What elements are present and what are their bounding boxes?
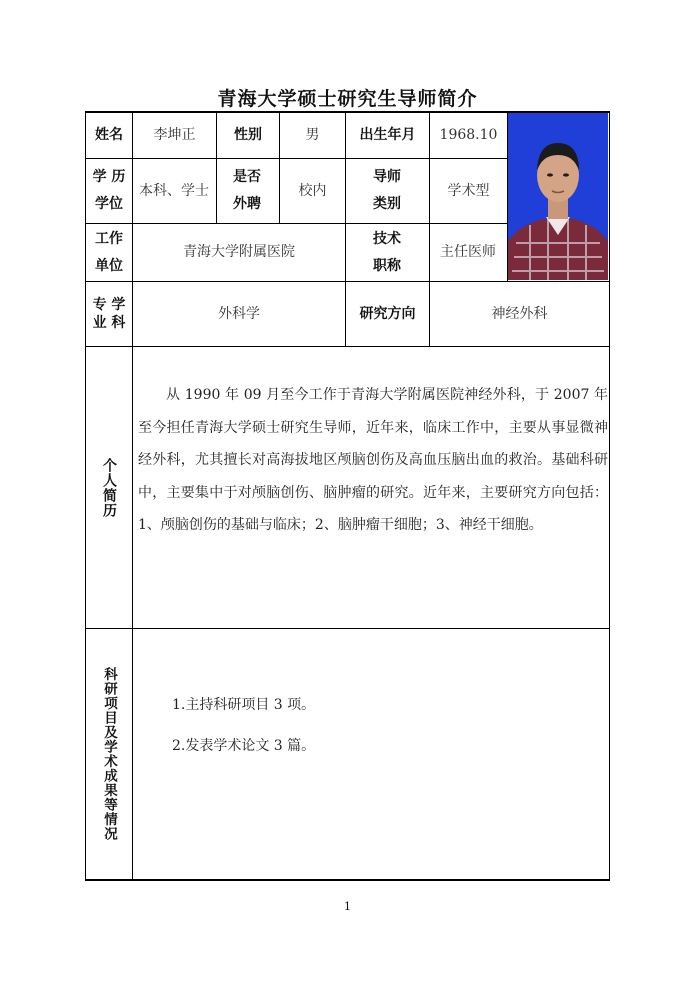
supervisor-type-value: 学术型	[447, 182, 490, 199]
external-label: 是否 外聘	[233, 169, 261, 212]
name-value: 李坤正	[153, 127, 196, 143]
discipline-value: 外科学	[218, 305, 260, 322]
external-value: 校内	[298, 182, 327, 199]
row-divider	[85, 628, 610, 629]
table-border-right	[609, 111, 610, 881]
bio-text: 从 1990 年 09 月至今工作于青海大学附属医院神经外科，于 2007 年至今担任青海大学硕士研究生导师，近年来，临床工作中，主要从事显微神经外科，尤其擅长对高海拔地区颅脑创伤及高血压脑出血的救治。基础科研中，主要集中于对颅脑创伤、脑肿瘤的研究。近年来，主要研究方向包括：1、颅脑创伤的基础与临床；2、脑肿瘤干细胞；3、神经干细胞。	[138, 387, 608, 533]
research-direction-value: 神经外科	[491, 305, 548, 322]
research-direction-label: 研究方向	[359, 305, 416, 322]
discipline-label: 专 学 业 科	[92, 297, 126, 331]
table-border-bottom	[85, 879, 610, 881]
page-number: 1	[344, 900, 351, 913]
portrait-photo	[508, 113, 608, 280]
gender-label: 性别	[234, 127, 262, 143]
education-label: 学 历 学位	[92, 169, 126, 212]
supervisor-type-label: 导师 类别	[373, 169, 401, 212]
education-value: 本科、学士	[139, 182, 209, 199]
project-item: 1.主持科研项目 3 项。	[172, 697, 316, 713]
job-title-value: 主任医师	[440, 244, 496, 260]
row-divider	[85, 346, 610, 347]
gender-value: 男	[305, 127, 320, 143]
name-label: 姓名	[95, 127, 123, 143]
portrait-illustration	[508, 113, 608, 280]
profile-table	[85, 111, 610, 881]
project-item: 2.发表学术论文 3 篇。	[172, 738, 316, 754]
workplace-label: 工作 单位	[95, 230, 123, 274]
birth-value: 1968.10	[439, 127, 498, 143]
workplace-value: 青海大学附属医院	[183, 244, 295, 260]
bio-label: 个人简历	[101, 457, 117, 518]
job-title-label: 技术 职称	[373, 230, 401, 274]
birth-label: 出生年月	[359, 127, 416, 143]
projects-label: 科研项目及学术成果等情况	[101, 667, 117, 841]
page-title: 青海大学硕士研究生导师简介	[217, 88, 478, 110]
